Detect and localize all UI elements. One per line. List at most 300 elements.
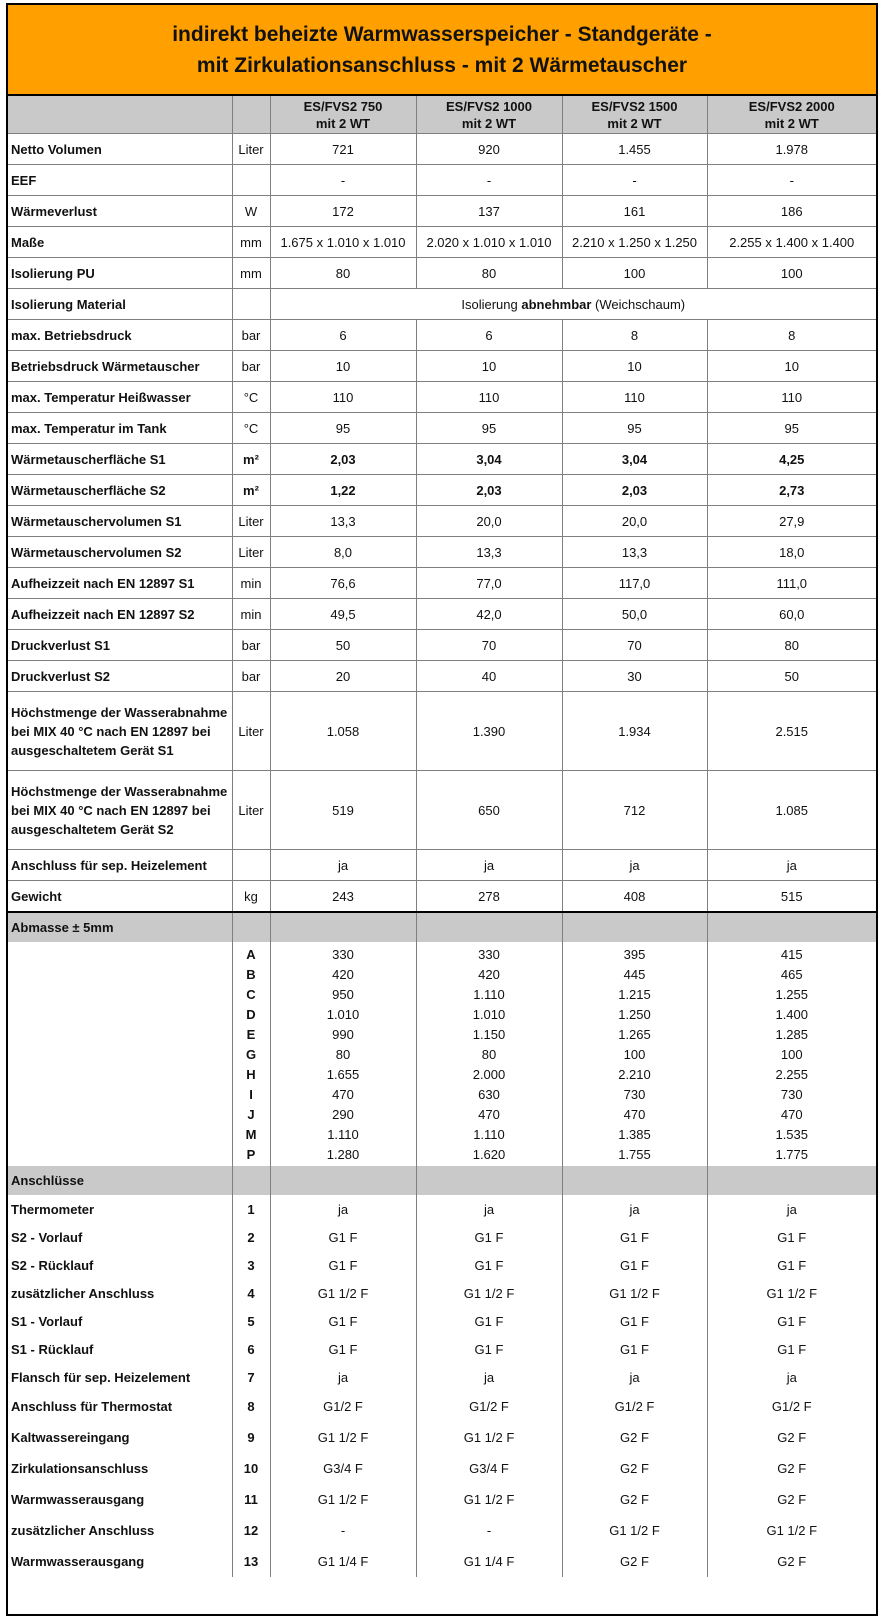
- spec-label: Anschluss für sep. Heizelement: [8, 850, 232, 881]
- connection-number: 10: [232, 1453, 270, 1484]
- spec-value: 20: [270, 661, 416, 692]
- connection-row: [8, 1335, 876, 1363]
- model-name: ES/FVS2 2000: [748, 98, 835, 114]
- spec-label: Isolierung PU: [8, 258, 232, 289]
- connection-value: G1 F: [707, 1251, 876, 1279]
- spec-label: Wärmetauscherfläche S2: [8, 475, 232, 506]
- dimension-value: 465: [707, 964, 876, 984]
- spec-value: ja: [270, 850, 416, 881]
- spec-row: [8, 444, 876, 475]
- spec-unit: kg: [232, 881, 270, 913]
- spec-label: Aufheizzeit nach EN 12897 S2: [8, 599, 232, 630]
- dimension-value: 1.110: [270, 1124, 416, 1144]
- spec-value: 1.934: [562, 692, 707, 771]
- dimension-value: 1.755: [562, 1144, 707, 1166]
- dimension-value: 1.280: [270, 1144, 416, 1166]
- spec-table: [8, 96, 876, 1577]
- connection-value: G2 F: [707, 1422, 876, 1453]
- connection-value: G1 1/2 F: [707, 1515, 876, 1546]
- dimension-key: H: [232, 1064, 270, 1084]
- spec-unit: [232, 165, 270, 196]
- spec-value: 6: [270, 320, 416, 351]
- spec-value: 2.255 x 1.400 x 1.400: [707, 227, 876, 258]
- spec-value: 13,3: [562, 537, 707, 568]
- dimension-spacer: [8, 1084, 232, 1104]
- spec-value: 10: [707, 351, 876, 382]
- connection-value: G1 F: [270, 1251, 416, 1279]
- spec-value: 95: [416, 413, 562, 444]
- dimension-value: 950: [270, 984, 416, 1004]
- spec-value: 49,5: [270, 599, 416, 630]
- section-filler: [707, 1166, 876, 1195]
- connection-value: G1 1/2 F: [270, 1279, 416, 1307]
- spec-value: 4,25: [707, 444, 876, 475]
- spec-value: 42,0: [416, 599, 562, 630]
- spec-value: 100: [707, 258, 876, 289]
- spec-unit: m²: [232, 444, 270, 475]
- spec-row: [8, 599, 876, 630]
- spec-row: [8, 382, 876, 413]
- spec-value: 95: [270, 413, 416, 444]
- connection-value: G1 1/2 F: [416, 1422, 562, 1453]
- dimension-row: [8, 1104, 876, 1124]
- dimension-value: 1.255: [707, 984, 876, 1004]
- dimension-spacer: [8, 1024, 232, 1044]
- connection-label: Kaltwassereingang: [11, 1430, 130, 1445]
- dimension-value: 730: [562, 1084, 707, 1104]
- connection-number: 1: [232, 1195, 270, 1223]
- spec-value: 30: [562, 661, 707, 692]
- connection-row: [8, 1453, 876, 1484]
- spec-unit: Liter: [232, 134, 270, 165]
- spec-row: [8, 134, 876, 165]
- connection-value: G1 1/4 F: [416, 1546, 562, 1577]
- spec-row: [8, 692, 876, 771]
- page-title: [8, 5, 876, 96]
- dimension-value: 1.620: [416, 1144, 562, 1166]
- connection-value: ja: [707, 1363, 876, 1391]
- spec-row: [8, 196, 876, 227]
- spec-value: 712: [562, 771, 707, 850]
- section-filler: [416, 912, 562, 942]
- connection-value: G1 F: [270, 1335, 416, 1363]
- connection-number: 5: [232, 1307, 270, 1335]
- connection-value: G2 F: [562, 1546, 707, 1577]
- connection-value: G1 F: [416, 1223, 562, 1251]
- dimension-key: B: [232, 964, 270, 984]
- connection-value: ja: [562, 1363, 707, 1391]
- connection-value: ja: [270, 1195, 416, 1223]
- dimension-key: A: [232, 942, 270, 964]
- spec-table-body: [8, 96, 876, 1577]
- connection-value: G2 F: [707, 1546, 876, 1577]
- spec-row: [8, 289, 876, 320]
- spec-value: 2.210 x 1.250 x 1.250: [562, 227, 707, 258]
- connection-value: G2 F: [707, 1453, 876, 1484]
- spec-unit: [232, 850, 270, 881]
- connection-label: Warmwasserausgang: [11, 1492, 145, 1507]
- dimension-value: 1.150: [416, 1024, 562, 1044]
- spec-unit: m²: [232, 475, 270, 506]
- connection-label: S1 - Rücklauf: [11, 1341, 94, 1357]
- spec-label: Aufheizzeit nach EN 12897 S1: [8, 568, 232, 599]
- connection-label: Thermometer: [11, 1201, 95, 1217]
- spec-value: 50: [270, 630, 416, 661]
- datasheet: [6, 3, 878, 1616]
- connection-value: G2 F: [562, 1422, 707, 1453]
- spec-unit: W: [232, 196, 270, 227]
- model-name: ES/FVS2 1000: [446, 98, 532, 114]
- dimension-value: 1.285: [707, 1024, 876, 1044]
- connection-value: G2 F: [562, 1453, 707, 1484]
- spec-row: [8, 881, 876, 913]
- spec-value: 721: [270, 134, 416, 165]
- spec-value: 40: [416, 661, 562, 692]
- dimension-value: 100: [707, 1044, 876, 1064]
- title-line-1: indirekt beheizte Warmwasserspeicher - Standgeräte -: [172, 22, 712, 46]
- spec-value: 50: [707, 661, 876, 692]
- spec-value: 1.390: [416, 692, 562, 771]
- dimension-key: P: [232, 1144, 270, 1166]
- dimension-value: 290: [270, 1104, 416, 1124]
- connection-value: ja: [416, 1363, 562, 1391]
- dimension-value: 1.215: [562, 984, 707, 1004]
- spec-row: [8, 165, 876, 196]
- dimension-value: 80: [270, 1044, 416, 1064]
- connection-value: ja: [707, 1195, 876, 1223]
- spec-value: 80: [416, 258, 562, 289]
- spec-label: Isolierung Material: [8, 289, 232, 320]
- connection-value: G1 F: [562, 1335, 707, 1363]
- spec-value: 408: [562, 881, 707, 913]
- dimension-value: 1.775: [707, 1144, 876, 1166]
- dimension-value: 1.655: [270, 1064, 416, 1084]
- model-header-row: [8, 96, 876, 134]
- dimension-value: 445: [562, 964, 707, 984]
- spec-label: Höchstmenge der Wasserabnahme bei MIX 40 °C nach EN 12897 bei ausgeschaltetem Gerät S1: [8, 692, 232, 771]
- connection-value: G1/2 F: [416, 1391, 562, 1422]
- spec-value: 76,6: [270, 568, 416, 599]
- connection-value: ja: [416, 1195, 562, 1223]
- spec-value: 110: [707, 382, 876, 413]
- spec-value: 8,0: [270, 537, 416, 568]
- spec-value: 1.978: [707, 134, 876, 165]
- connection-label: S2 - Vorlauf: [11, 1229, 83, 1245]
- spec-value: 70: [562, 630, 707, 661]
- spec-label: Gewicht: [8, 881, 232, 913]
- connection-row: [8, 1307, 876, 1335]
- connection-label: S1 - Vorlauf: [11, 1313, 83, 1329]
- spec-value: 60,0: [707, 599, 876, 630]
- spec-unit: min: [232, 599, 270, 630]
- dimension-value: 1.400: [707, 1004, 876, 1024]
- spec-merged-value: [270, 289, 876, 320]
- model-header: [707, 96, 876, 134]
- spec-row: [8, 413, 876, 444]
- spec-value: 137: [416, 196, 562, 227]
- spec-unit: bar: [232, 351, 270, 382]
- connection-number: 6: [232, 1335, 270, 1363]
- spec-unit: mm: [232, 227, 270, 258]
- section-filler: [232, 912, 270, 942]
- spec-value: 1.455: [562, 134, 707, 165]
- spec-value: 80: [707, 630, 876, 661]
- merged-text-pre: Isolierung: [461, 296, 522, 312]
- connection-row: [8, 1391, 876, 1422]
- connection-row: [8, 1484, 876, 1515]
- title-line-2: mit Zirkulationsanschluss - mit 2 Wärmetauscher: [196, 53, 688, 77]
- connection-value: G1 F: [270, 1223, 416, 1251]
- section-filler: [707, 912, 876, 942]
- connection-value: G1 F: [270, 1307, 416, 1335]
- spec-value: 920: [416, 134, 562, 165]
- spec-value: 100: [562, 258, 707, 289]
- model-variant: mit 2 WT: [764, 115, 819, 131]
- connection-value: G1 F: [707, 1307, 876, 1335]
- connection-value: G1 1/2 F: [562, 1279, 707, 1307]
- dimension-value: 1.535: [707, 1124, 876, 1144]
- spec-unit: °C: [232, 382, 270, 413]
- spec-row: [8, 506, 876, 537]
- connection-row: [8, 1195, 876, 1223]
- connection-value: G1 1/2 F: [270, 1422, 416, 1453]
- spec-value: 650: [416, 771, 562, 850]
- spec-value: 110: [416, 382, 562, 413]
- dimension-row: [8, 942, 876, 964]
- spec-value: 110: [562, 382, 707, 413]
- spec-unit: Liter: [232, 692, 270, 771]
- spec-value: 111,0: [707, 568, 876, 599]
- connection-label: Anschluss für Thermostat: [11, 1399, 173, 1414]
- merged-text-post: (Weichschaum): [591, 296, 686, 312]
- connection-number: 9: [232, 1422, 270, 1453]
- connection-value: ja: [270, 1363, 416, 1391]
- dimension-row: [8, 1144, 876, 1166]
- spec-value: 10: [562, 351, 707, 382]
- spec-value: 2.020 x 1.010 x 1.010: [416, 227, 562, 258]
- spec-value: 1.058: [270, 692, 416, 771]
- connection-row: [8, 1363, 876, 1391]
- spec-value: 515: [707, 881, 876, 913]
- spec-label: max. Betriebsdruck: [8, 320, 232, 351]
- connection-label: zusätzlicher Anschluss: [11, 1523, 155, 1538]
- spec-value: ja: [416, 850, 562, 881]
- spec-unit: bar: [232, 320, 270, 351]
- connection-number: 3: [232, 1251, 270, 1279]
- dimension-value: 395: [562, 942, 707, 964]
- merged-text-bold: abnehmbar: [521, 296, 592, 312]
- dimension-value: 420: [416, 964, 562, 984]
- spec-value: -: [562, 165, 707, 196]
- spec-value: 10: [270, 351, 416, 382]
- spec-unit: min: [232, 568, 270, 599]
- spec-label: Betriebsdruck Wärmetauscher: [8, 351, 232, 382]
- dimension-key: G: [232, 1044, 270, 1064]
- dimension-value: 1.110: [416, 1124, 562, 1144]
- dimension-value: 470: [270, 1084, 416, 1104]
- connection-value: G1 F: [562, 1223, 707, 1251]
- connection-value: G1 1/2 F: [416, 1279, 562, 1307]
- spec-value: 20,0: [562, 506, 707, 537]
- spec-unit: Liter: [232, 771, 270, 850]
- dimension-row: [8, 984, 876, 1004]
- dimension-value: 1.010: [270, 1004, 416, 1024]
- connection-row: [8, 1251, 876, 1279]
- connection-value: ja: [562, 1195, 707, 1223]
- connection-value: G1 1/4 F: [270, 1546, 416, 1577]
- spec-value: 13,3: [270, 506, 416, 537]
- model-variant: mit 2 WT: [461, 115, 517, 131]
- spec-unit: Liter: [232, 537, 270, 568]
- spec-value: 18,0: [707, 537, 876, 568]
- section-filler: [562, 1166, 707, 1195]
- connection-value: -: [416, 1515, 562, 1546]
- spec-value: 243: [270, 881, 416, 913]
- spec-label: Wärmetauscherfläche S1: [8, 444, 232, 475]
- connection-value: -: [270, 1515, 416, 1546]
- dimension-spacer: [8, 1144, 232, 1166]
- spec-value: -: [416, 165, 562, 196]
- spec-value: 10: [416, 351, 562, 382]
- dimension-value: 2.000: [416, 1064, 562, 1084]
- dimensions-heading: Abmasse ± 5mm: [8, 912, 232, 942]
- spec-row: [8, 258, 876, 289]
- spec-value: 110: [270, 382, 416, 413]
- dimension-row: [8, 1124, 876, 1144]
- dimension-row: [8, 1064, 876, 1084]
- spec-value: 3,04: [562, 444, 707, 475]
- connection-value: G1 F: [416, 1251, 562, 1279]
- spec-label: Wärmeverlust: [8, 196, 232, 227]
- connection-value: G2 F: [707, 1484, 876, 1515]
- connection-value: G1/2 F: [707, 1391, 876, 1422]
- connection-value: G1/2 F: [562, 1391, 707, 1422]
- spec-value: 117,0: [562, 568, 707, 599]
- spec-row: [8, 630, 876, 661]
- dimension-value: 1.385: [562, 1124, 707, 1144]
- spec-row: [8, 537, 876, 568]
- spec-unit: Liter: [232, 506, 270, 537]
- header-empty-label: [8, 96, 232, 134]
- dimension-value: 630: [416, 1084, 562, 1104]
- connection-row: [8, 1546, 876, 1577]
- connection-label: Flansch für sep. Heizelement: [11, 1369, 191, 1385]
- spec-row: [8, 850, 876, 881]
- spec-value: ja: [707, 850, 876, 881]
- dimension-value: 470: [416, 1104, 562, 1124]
- section-filler: [232, 1166, 270, 1195]
- spec-value: 50,0: [562, 599, 707, 630]
- dimension-spacer: [8, 1064, 232, 1084]
- connection-number: 7: [232, 1363, 270, 1391]
- spec-value: 2,03: [270, 444, 416, 475]
- connection-value: G1 1/2 F: [416, 1484, 562, 1515]
- dimension-value: 470: [707, 1104, 876, 1124]
- spec-unit: bar: [232, 661, 270, 692]
- connection-number: 12: [232, 1515, 270, 1546]
- connection-row: [8, 1422, 876, 1453]
- dimension-value: 1.250: [562, 1004, 707, 1024]
- spec-row: [8, 475, 876, 506]
- spec-row: [8, 351, 876, 382]
- spec-value: 13,3: [416, 537, 562, 568]
- connection-value: G1 F: [416, 1335, 562, 1363]
- dimension-value: 330: [270, 942, 416, 964]
- spec-value: 519: [270, 771, 416, 850]
- spec-value: 95: [562, 413, 707, 444]
- connection-value: G3/4 F: [416, 1453, 562, 1484]
- dimension-value: 470: [562, 1104, 707, 1124]
- spec-value: 70: [416, 630, 562, 661]
- dimension-value: 990: [270, 1024, 416, 1044]
- connection-value: G3/4 F: [270, 1453, 416, 1484]
- spec-unit: °C: [232, 413, 270, 444]
- spec-value: 278: [416, 881, 562, 913]
- section-filler: [270, 1166, 416, 1195]
- model-name: ES/FVS2 750: [303, 98, 383, 114]
- model-variant: mit 2 WT: [607, 115, 662, 131]
- dimension-value: 1.265: [562, 1024, 707, 1044]
- spec-value: 2.515: [707, 692, 876, 771]
- dimension-spacer: [8, 984, 232, 1004]
- spec-row: [8, 568, 876, 599]
- model-header: [270, 96, 416, 134]
- connections-heading-row: [8, 1166, 876, 1195]
- spec-label: Druckverlust S1: [8, 630, 232, 661]
- spec-value: 1.675 x 1.010 x 1.010: [270, 227, 416, 258]
- dimension-spacer: [8, 964, 232, 984]
- dimension-row: [8, 1004, 876, 1024]
- connection-value: G1 1/2 F: [270, 1484, 416, 1515]
- spec-value: 8: [562, 320, 707, 351]
- spec-label: max. Temperatur im Tank: [8, 413, 232, 444]
- dimension-row: [8, 1044, 876, 1064]
- spec-value: 20,0: [416, 506, 562, 537]
- connection-value: G1 1/2 F: [562, 1515, 707, 1546]
- spec-row: [8, 661, 876, 692]
- spec-value: 80: [270, 258, 416, 289]
- spec-value: 172: [270, 196, 416, 227]
- spec-row: [8, 227, 876, 258]
- spec-label: EEF: [8, 165, 232, 196]
- spec-value: 1.085: [707, 771, 876, 850]
- spec-value: 161: [562, 196, 707, 227]
- spec-unit: [232, 289, 270, 320]
- dimension-value: 1.010: [416, 1004, 562, 1024]
- spec-value: 77,0: [416, 568, 562, 599]
- dimension-row: [8, 1024, 876, 1044]
- dimension-key: C: [232, 984, 270, 1004]
- connection-value: G1/2 F: [270, 1391, 416, 1422]
- dimension-value: 2.210: [562, 1064, 707, 1084]
- dimension-spacer: [8, 1104, 232, 1124]
- spec-value: 27,9: [707, 506, 876, 537]
- connection-value: G1 F: [707, 1223, 876, 1251]
- connection-label: Zirkulationsanschluss: [11, 1461, 149, 1476]
- dimension-key: M: [232, 1124, 270, 1144]
- spec-value: ja: [562, 850, 707, 881]
- connection-label: S2 - Rücklauf: [11, 1257, 94, 1273]
- connection-value: G1 1/2 F: [707, 1279, 876, 1307]
- dimension-value: 100: [562, 1044, 707, 1064]
- spec-value: 6: [416, 320, 562, 351]
- dimension-row: [8, 964, 876, 984]
- spec-value: 95: [707, 413, 876, 444]
- spec-label: Druckverlust S2: [8, 661, 232, 692]
- connection-value: G1 F: [562, 1307, 707, 1335]
- spec-value: 8: [707, 320, 876, 351]
- connection-label: zusätzlicher Anschluss: [11, 1285, 155, 1301]
